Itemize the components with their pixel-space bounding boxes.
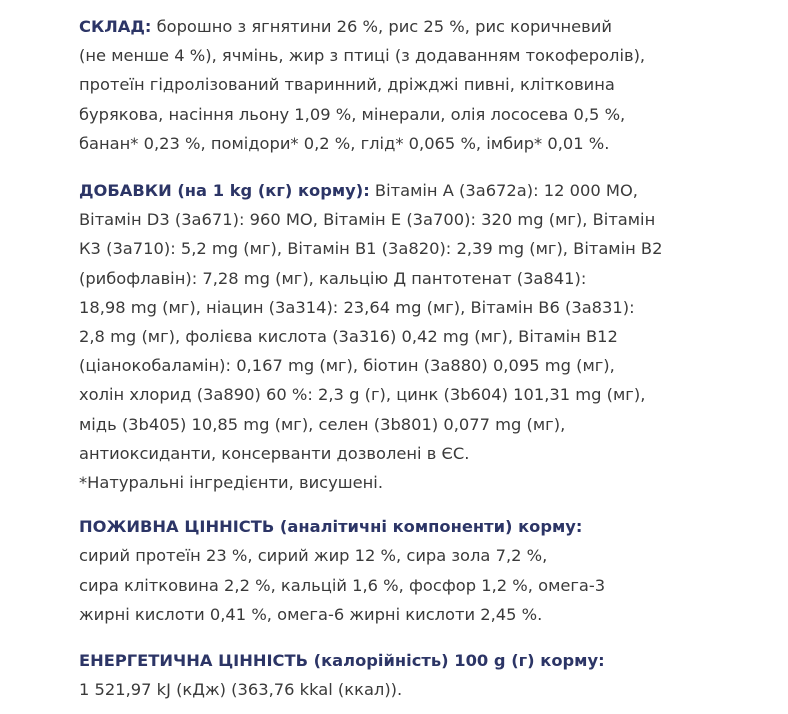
additives-line-3: К3 (3а710): 5,2 mg (мг), Вітамін В1 (3а820): 2,39 mg (мг), Вітамін В2 bbox=[79, 239, 663, 259]
additives-line-7: (ціанокобаламін): 0,167 mg (мг), біотин (3а880) 0,095 mg (мг), bbox=[79, 356, 615, 376]
nutrition-line-3: жирні кислоти 0,41 %, омега-6 жирні кислоти 2,45 %. bbox=[79, 604, 543, 624]
energy-section bbox=[79, 646, 779, 704]
nutrition-line-2: сира клітковина 2,2 %, кальцій 1,6 %, фосфор 1,2 %, омега-3 bbox=[79, 575, 606, 595]
nutrition-line-1: сирий протеїн 23 %, сирий жир 12 %, сира зола 7,2 %, bbox=[79, 546, 548, 566]
additives-line-8: холін хлорид (3а890) 60 %: 2,3 g (г), цинк (3b604) 101,31 mg (мг), bbox=[79, 385, 646, 405]
natural-ingredients-note: *Натуральні інгредієнти, висушені. bbox=[79, 473, 384, 493]
additives-line-10: антиоксиданти, консерванти дозволені в ЄС. bbox=[79, 443, 470, 463]
composition-line-2: (не менше 4 %), ячмінь, жир з птиці (з додаванням токоферолів), bbox=[79, 46, 646, 66]
additives-line-1 bbox=[79, 176, 779, 205]
composition-line-1 bbox=[79, 12, 779, 41]
additives-line-9: мідь (3b405) 10,85 mg (мг), селен (3b801) 0,077 mg (мг), bbox=[79, 414, 566, 434]
energy-heading: ЕНЕРГЕТИЧНА ЦІННІСТЬ (калорійність) 100 g (г) корму: bbox=[79, 651, 605, 671]
composition-line-4: бурякова, насіння льону 1,09 %, мінерали, олія лососева 0,5 %, bbox=[79, 104, 626, 124]
additives-heading: ДОБАВКИ (на 1 kg (кг) корму): bbox=[79, 181, 370, 201]
additives-line-6: 2,8 mg (мг), фолієва кислота (3а316) 0,42 mg (мг), Вітамін В12 bbox=[79, 327, 618, 347]
additives-text: Вітамін А (3а672а): 12 000 МО, bbox=[369, 181, 638, 201]
additives-section bbox=[79, 176, 779, 497]
additives-line-5: 18,98 mg (мг), ніацин (3а314): 23,64 mg (мг), Вітамін В6 (3а831): bbox=[79, 297, 635, 317]
energy-value: 1 521,97 kJ (кДж) (363,76 kkal (ккал)). bbox=[79, 680, 403, 700]
composition-line-5: банан* 0,23 %, помідори* 0,2 %, глід* 0,065 %, імбир* 0,01 %. bbox=[79, 133, 610, 153]
nutrition-heading: ПОЖИВНА ЦІННІСТЬ (аналітичні компоненти) корму: bbox=[79, 517, 583, 537]
product-label-text bbox=[79, 12, 779, 704]
composition-text: борошно з ягнятини 26 %, рис 25 %, рис коричневий bbox=[151, 17, 612, 36]
nutrition-section bbox=[79, 512, 779, 629]
composition-section bbox=[79, 12, 779, 158]
additives-line-2: Вітамін D3 (3а671): 960 МО, Вітамін Е (3а700): 320 mg (мг), Вітамін bbox=[79, 210, 656, 230]
composition-line-3: протеїн гідролізований тваринний, дріжджі пивні, клітковина bbox=[79, 75, 615, 95]
composition-heading: СКЛАД: bbox=[79, 17, 152, 36]
additives-line-4: (рибофлавін): 7,28 mg (мг), кальцію Д пантотенат (3а841): bbox=[79, 268, 587, 288]
